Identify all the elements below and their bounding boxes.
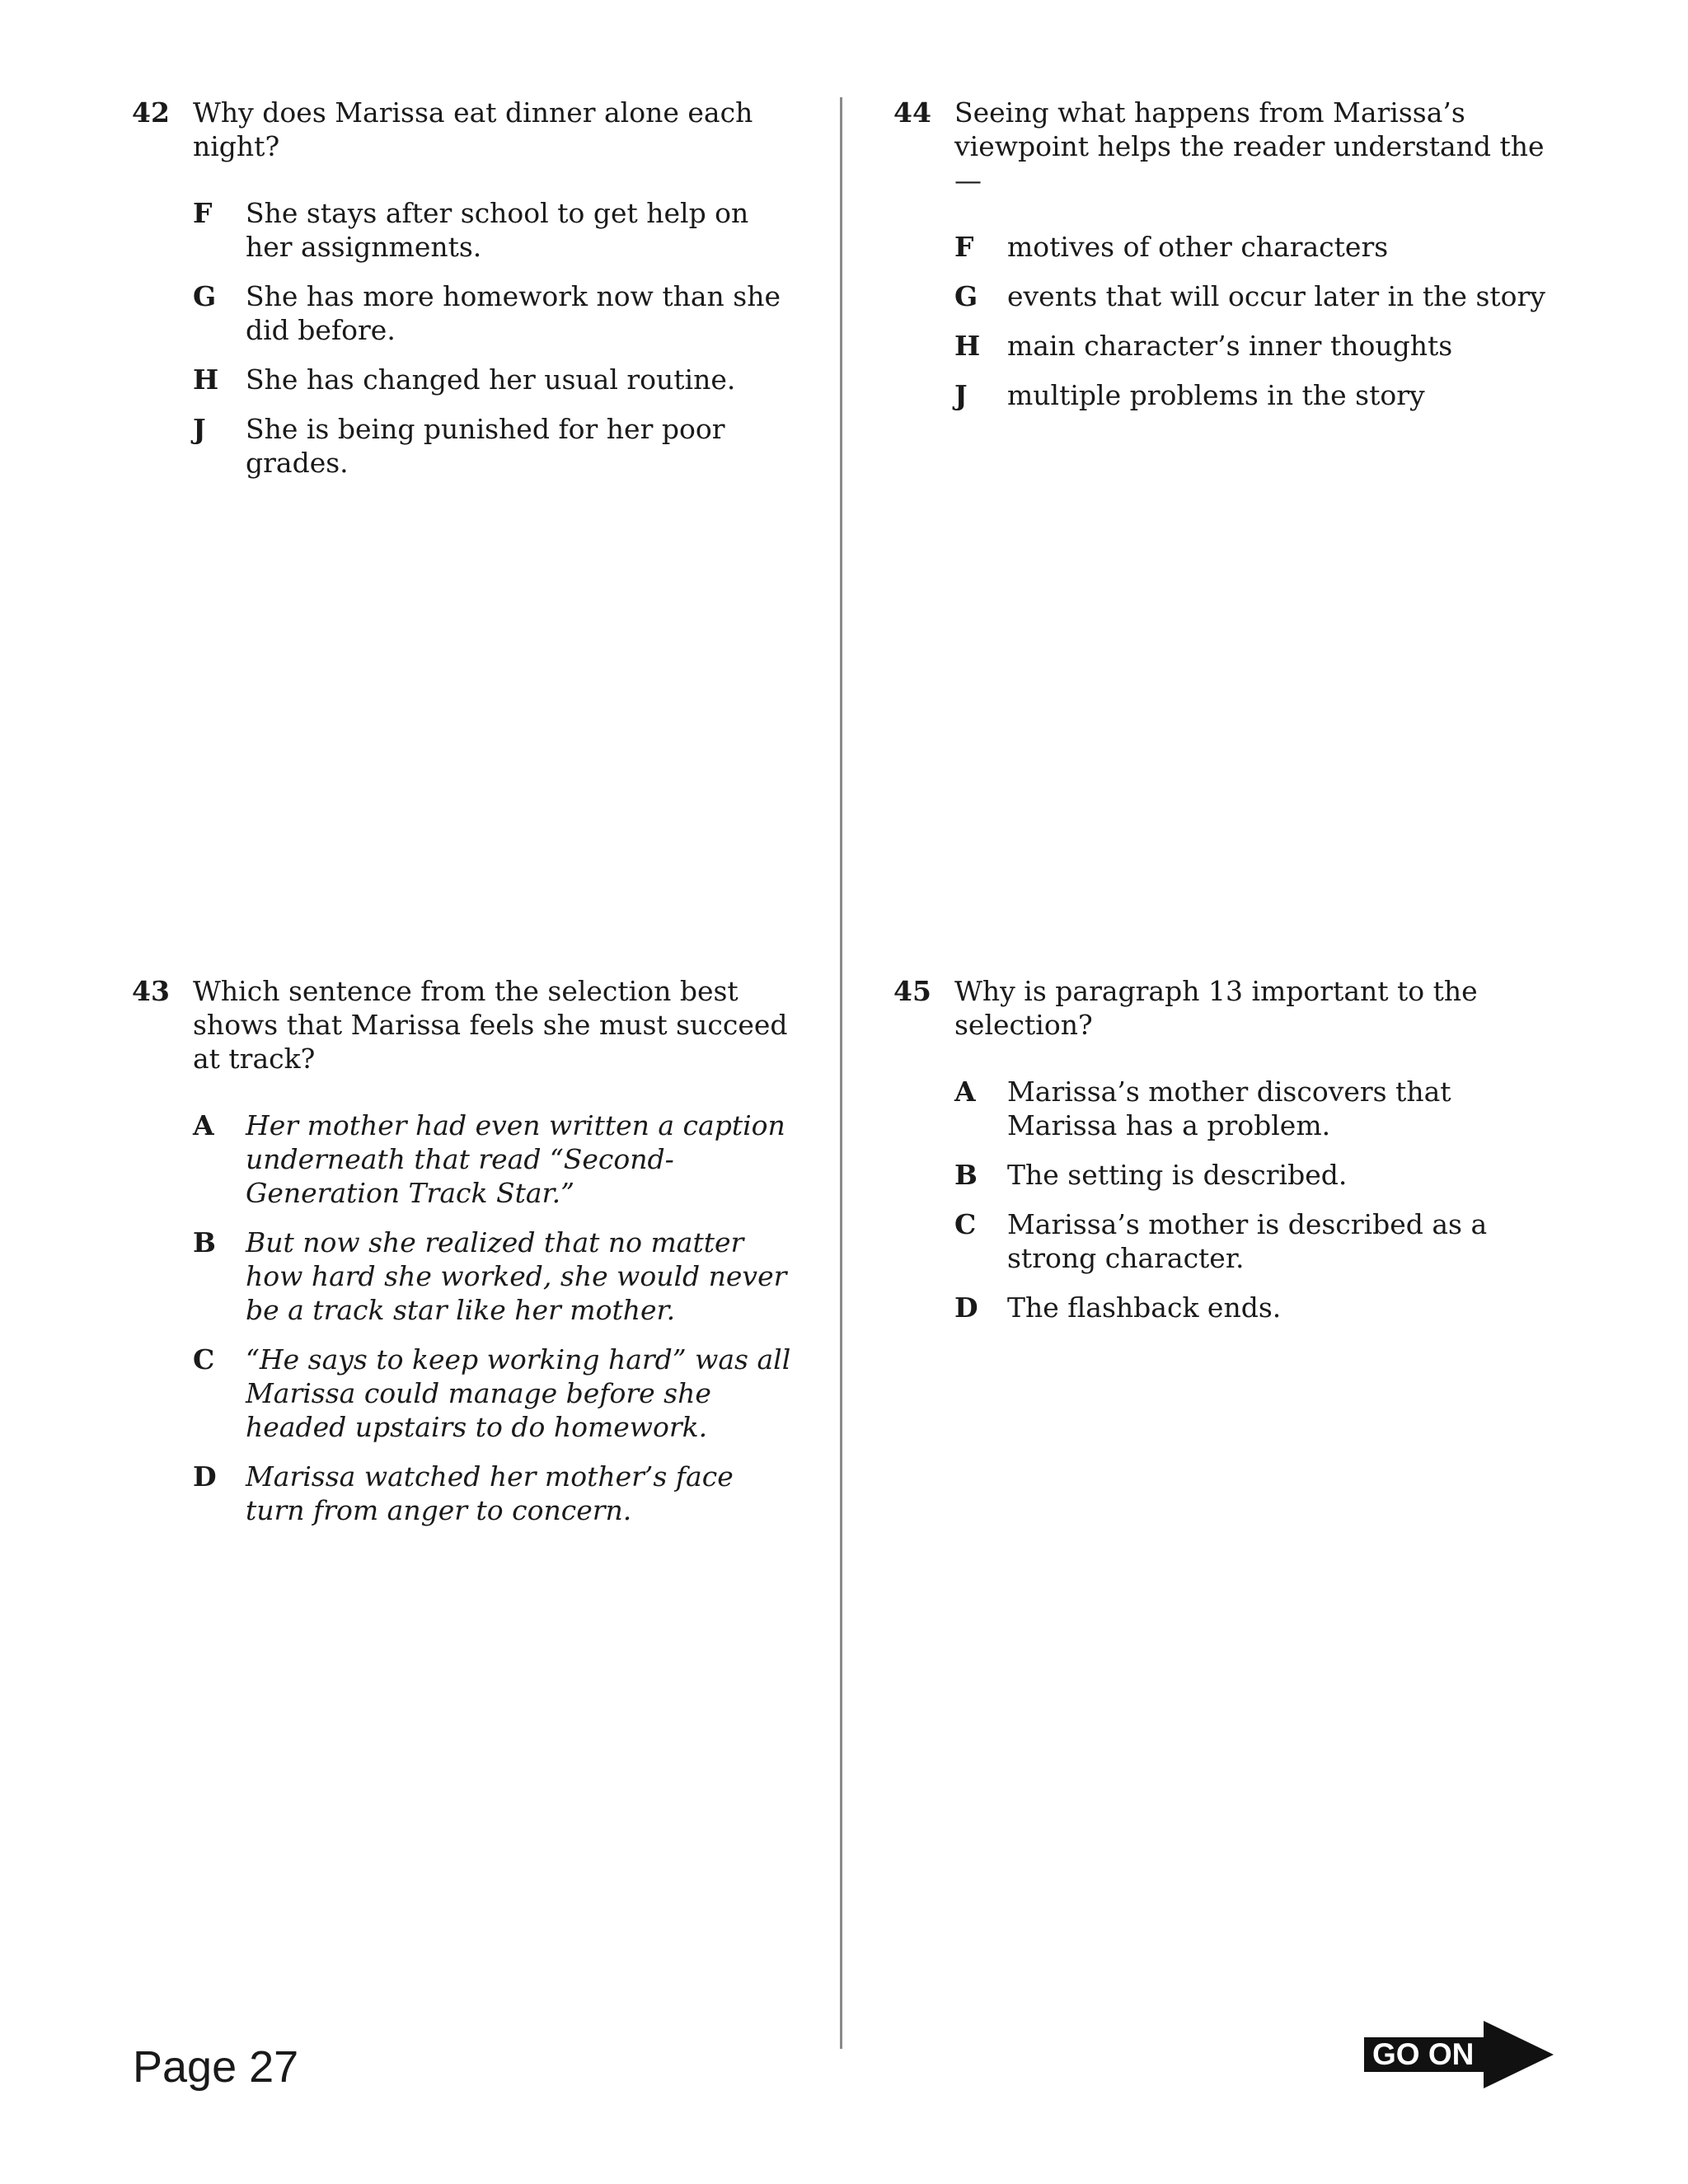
choice-letter: D xyxy=(954,1291,978,1324)
choice-letter: J xyxy=(954,379,968,411)
choice-text: She stays after school to get help on her assignments. xyxy=(246,197,749,263)
choice-letter: H xyxy=(954,330,981,362)
question-44 xyxy=(893,96,1553,428)
choice-text: motives of other characters xyxy=(1007,231,1389,263)
question-number: 42 xyxy=(132,96,170,129)
choice-text: multiple problems in the story xyxy=(1007,379,1425,411)
answer-choice-g[interactable] xyxy=(954,279,1553,313)
go-on-button[interactable] xyxy=(1364,2021,1554,2088)
question-stem xyxy=(132,974,791,1076)
choice-letter: C xyxy=(954,1208,977,1240)
answer-choices xyxy=(893,1075,1553,1324)
choice-text: She has more homework now than she did before. xyxy=(246,280,781,346)
answer-choice-d[interactable] xyxy=(193,1460,791,1527)
choice-letter: C xyxy=(193,1343,215,1376)
choice-text: Marissa’s mother discovers that Marissa has a problem. xyxy=(1007,1076,1451,1141)
question-text: Why is paragraph 13 important to the selection? xyxy=(954,975,1478,1041)
choice-text: She is being punished for her poor grades. xyxy=(246,413,725,479)
answer-choice-a[interactable] xyxy=(193,1108,791,1210)
question-number: 43 xyxy=(132,975,170,1007)
answer-choice-a[interactable] xyxy=(954,1075,1553,1142)
answer-choice-h[interactable] xyxy=(954,329,1553,363)
answer-choice-d[interactable] xyxy=(954,1291,1553,1324)
choice-letter: D xyxy=(193,1460,217,1493)
choice-text: main character’s inner thoughts xyxy=(1007,330,1453,362)
choice-letter: A xyxy=(193,1109,214,1141)
question-stem xyxy=(893,974,1553,1042)
answer-choice-j[interactable] xyxy=(193,412,791,480)
column-divider xyxy=(840,97,842,2049)
answer-choice-f[interactable] xyxy=(193,196,791,264)
choice-letter: A xyxy=(954,1076,976,1108)
question-42 xyxy=(132,96,791,495)
answer-choice-c[interactable] xyxy=(193,1343,791,1444)
choice-letter: G xyxy=(954,280,978,312)
answer-choice-b[interactable] xyxy=(954,1158,1553,1192)
choice-letter: B xyxy=(954,1159,978,1191)
choice-letter: F xyxy=(954,231,974,263)
question-45 xyxy=(893,974,1553,1340)
choice-text: But now she realized that no matter how hard she worked, she would never be a track star like her mother. xyxy=(246,1226,787,1326)
choice-letter: F xyxy=(193,197,213,229)
choice-text: Her mother had even written a caption underneath that read “Second-Generation Track Star.” xyxy=(246,1109,785,1209)
answer-choice-j[interactable] xyxy=(954,378,1553,412)
answer-choices xyxy=(132,1108,791,1527)
answer-choice-f[interactable] xyxy=(954,230,1553,264)
question-text: Why does Marissa eat dinner alone each night? xyxy=(193,96,753,162)
choice-text: events that will occur later in the story xyxy=(1007,280,1545,312)
go-on-label: GO ON xyxy=(1372,2037,1475,2071)
answer-choice-c[interactable] xyxy=(954,1207,1553,1275)
question-stem xyxy=(893,96,1553,197)
choice-text: “He says to keep working hard” was all Marissa could manage before she headed upstairs to do homework. xyxy=(246,1343,791,1443)
answer-choice-g[interactable] xyxy=(193,279,791,347)
question-number: 45 xyxy=(893,975,931,1007)
choice-text: Marissa’s mother is described as a strong character. xyxy=(1007,1208,1488,1274)
question-stem xyxy=(132,96,791,163)
answer-choice-b[interactable] xyxy=(193,1226,791,1327)
choice-text: Marissa watched her mother’s face turn from anger to concern. xyxy=(246,1460,734,1526)
question-text: Which sentence from the selection best shows that Marissa feels she must succeed at track? xyxy=(193,975,788,1075)
choice-letter: H xyxy=(193,363,219,396)
question-text: Seeing what happens from Marissa’s viewpoint helps the reader understand the — xyxy=(954,96,1545,196)
choice-letter: J xyxy=(193,413,206,445)
choice-text: The setting is described. xyxy=(1007,1159,1348,1191)
choice-text: She has changed her usual routine. xyxy=(246,363,736,396)
choice-letter: G xyxy=(193,280,217,312)
page-number: Page 27 xyxy=(133,2042,299,2092)
choice-text: The flashback ends. xyxy=(1007,1291,1282,1324)
answer-choices xyxy=(893,230,1553,412)
choice-letter: B xyxy=(193,1226,216,1258)
question-43 xyxy=(132,974,791,1543)
answer-choices xyxy=(132,196,791,480)
answer-choice-h[interactable] xyxy=(193,363,791,396)
question-number: 44 xyxy=(893,96,931,129)
